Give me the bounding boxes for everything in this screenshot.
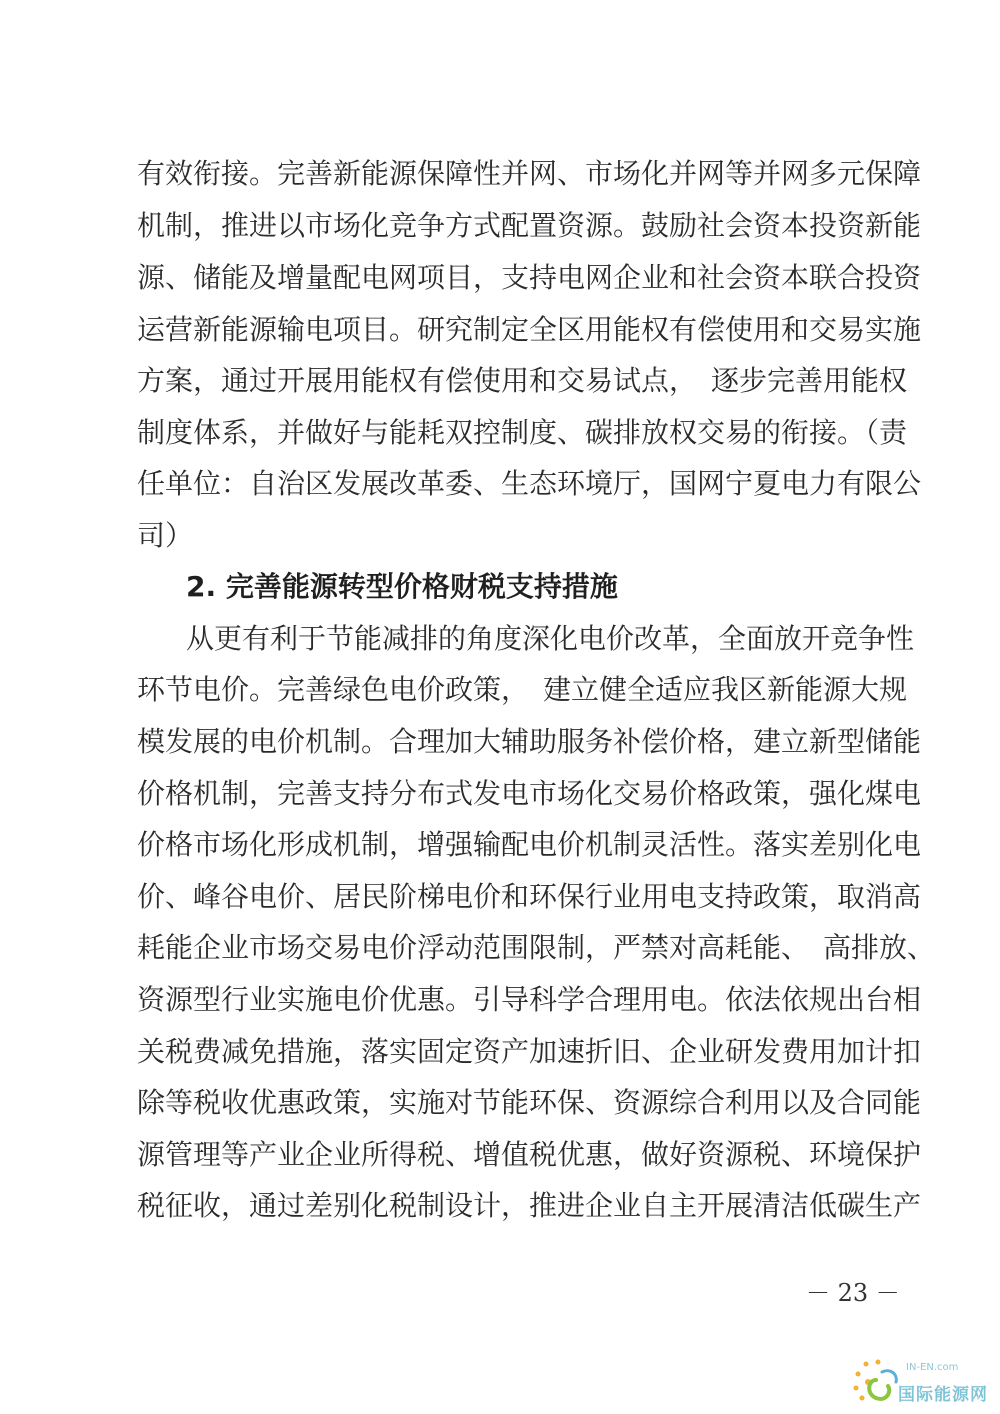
paragraph-line: 价格机制，完善支持分布式发电市场化交易价格政策，强化煤电 — [137, 777, 922, 810]
paragraph-line: 关税费减免措施，落实固定资产加速折旧、企业研发费用加计扣 — [137, 1035, 922, 1068]
watermark-name: 国际能源网 — [898, 1385, 988, 1405]
watermark — [846, 1352, 996, 1410]
paragraph-line: 运营新能源输电项目。研究制定全区用能权有偿使用和交易实施 — [137, 313, 922, 346]
paragraph-line: 机制，推进以市场化竞争方式配置资源。鼓励社会资本投资新能 — [137, 209, 922, 242]
paragraph-line: 源、储能及增量配电网项目，支持电网企业和社会资本联合投资 — [137, 261, 922, 294]
section-heading: 2. 完善能源转型价格财税支持措施 — [186, 570, 618, 603]
paragraph-line: 司） — [137, 519, 194, 552]
sun-logo-icon — [846, 1352, 904, 1410]
paragraph-line: 环节电价。完善绿色电价政策， 建立健全适应我区新能源大规 — [137, 673, 908, 706]
paragraph-line: 源管理等产业企业所得税、增值税优惠，做好资源税、环境保护 — [137, 1138, 922, 1171]
paragraph-line: 税征收，通过差别化税制设计，推进企业自主开展清洁低碳生产 — [137, 1189, 922, 1222]
page-number: － 23 － — [806, 1279, 900, 1307]
paragraph-line: 方案，通过开展用能权有偿使用和交易试点， 逐步完善用能权 — [137, 364, 908, 397]
paragraph-line: 模发展的电价机制。合理加大辅助服务补偿价格，建立新型储能 — [137, 725, 922, 758]
paragraph-line: 资源型行业实施电价优惠。引导科学合理用电。依法依规出台相 — [137, 983, 922, 1016]
paragraph-line: 价、峰谷电价、居民阶梯电价和环保行业用电支持政策，取消高 — [137, 880, 922, 913]
paragraph-line: 有效衔接。完善新能源保障性并网、市场化并网等并网多元保障 — [137, 157, 922, 190]
paragraph-line: 耗能企业市场交易电价浮动范围限制，严禁对高耗能、 高排放、 — [137, 931, 936, 964]
paragraph-line: 除等税收优惠政策，实施对节能环保、资源综合利用以及合同能 — [137, 1086, 922, 1119]
watermark-site: IN-EN.com — [906, 1362, 959, 1373]
paragraph-line: 价格市场化形成机制，增强输配电价机制灵活性。落实差别化电 — [137, 828, 922, 861]
paragraph-line: 从更有利于节能减排的角度深化电价改革，全面放开竞争性 — [186, 622, 915, 655]
paragraph-line: 制度体系，并做好与能耗双控制度、碳排放权交易的衔接。（责 — [137, 416, 908, 449]
paragraph-line: 任单位：自治区发展改革委、生态环境厅，国网宁夏电力有限公 — [137, 467, 922, 500]
